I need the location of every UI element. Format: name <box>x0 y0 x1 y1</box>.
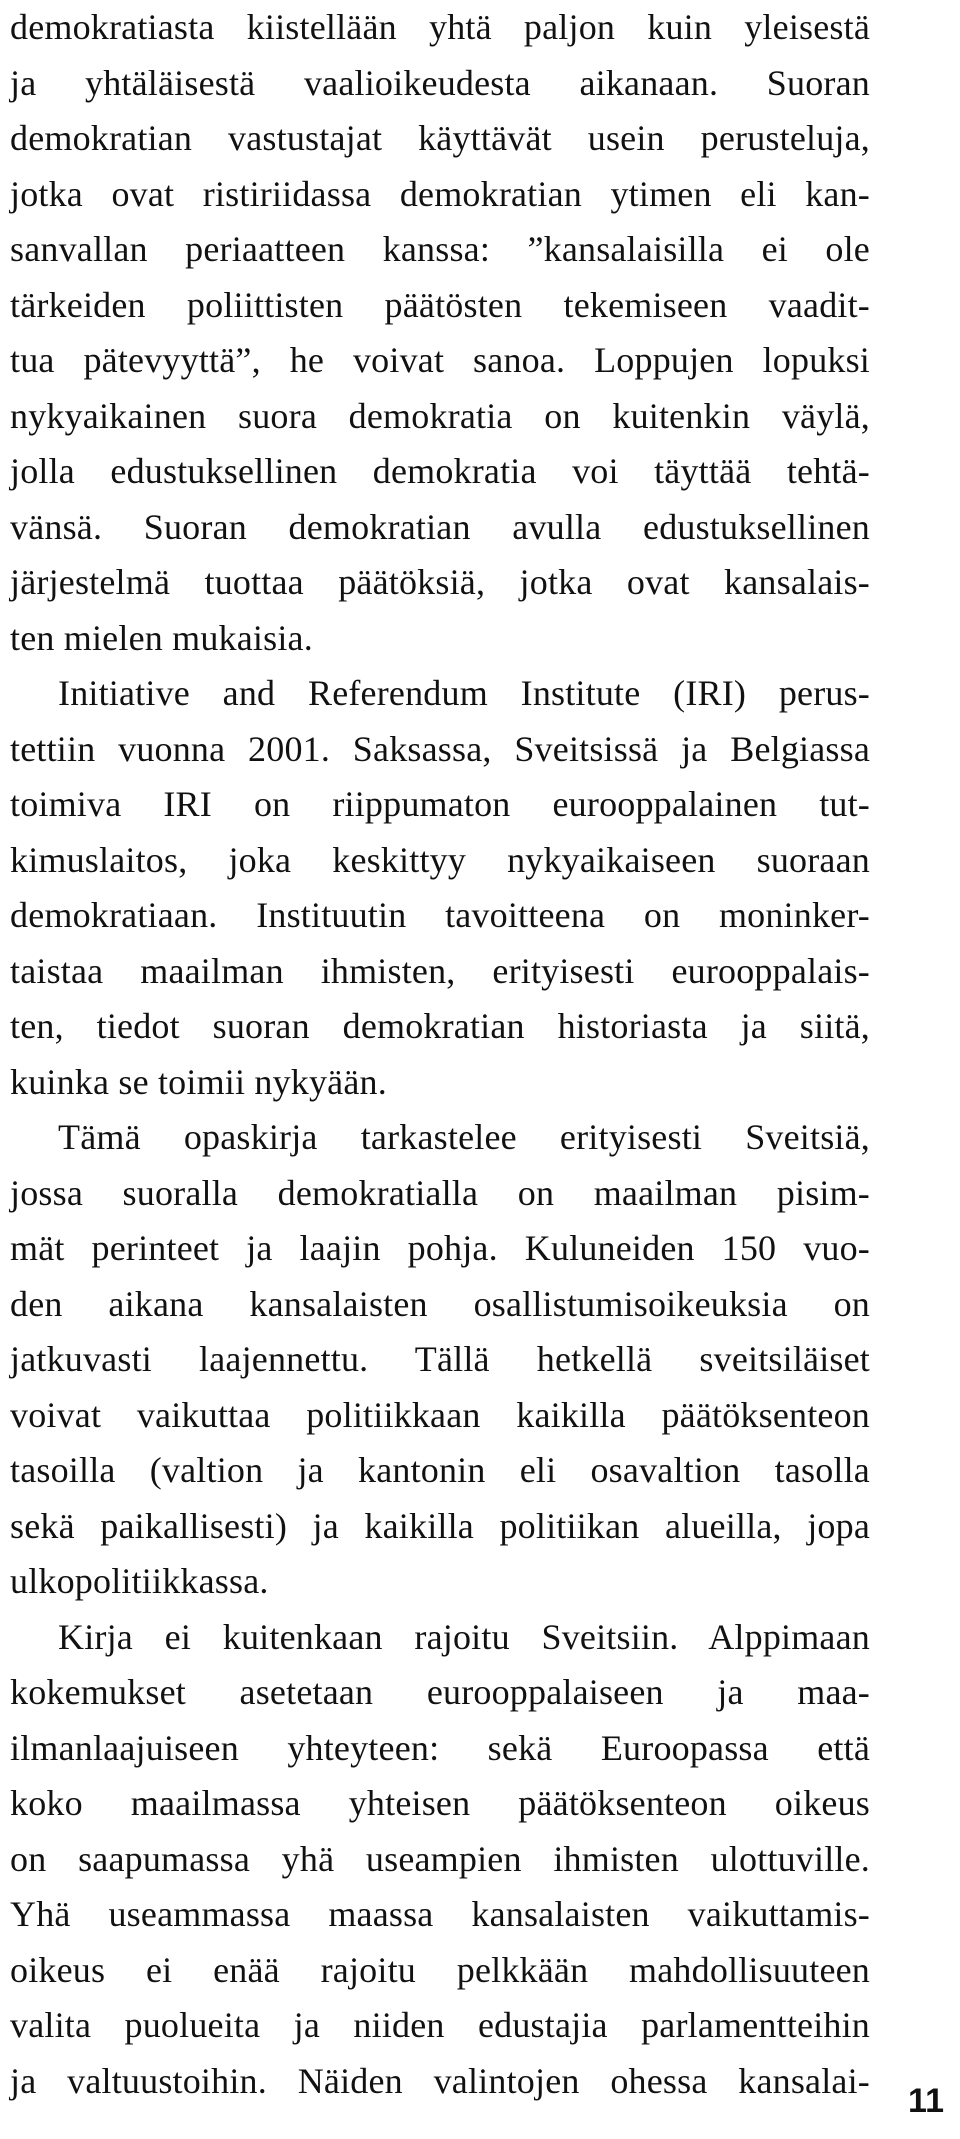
text-line: jotka ovat ristiriidassa demokratian ytimen eli kan- <box>10 173 870 214</box>
text-line: valita puolueita ja niiden edustajia parlamentteihin <box>10 2005 870 2045</box>
text-line: ten mielen mukaisia. <box>10 617 313 658</box>
text-line: kuinka se toimii nykyään. <box>10 1061 387 1102</box>
text-line: ilmanlaajuiseen yhteyteen: sekä Euroopassa että <box>10 1727 870 1768</box>
text-line: voivat vaikuttaa politiikkaan kaikilla päätöksenteon <box>10 1394 870 1435</box>
text-line: oikeus ei enää rajoitu pelkkään mahdollisuuteen <box>10 1949 870 1990</box>
text-line: jolla edustuksellinen demokratia voi täyttää tehtä- <box>10 451 870 491</box>
page-number: 11 <box>908 2082 944 2120</box>
text-line: vänsä. Suoran demokratian avulla edustuksellinen <box>10 506 870 547</box>
text-line: ulkopolitiikkassa. <box>10 1561 269 1601</box>
text-line: Tämä opaskirja tarkastelee erityisesti Sveitsiä, <box>58 1117 870 1157</box>
text-line: toimiva IRI on riippumaton eurooppalainen tut- <box>10 784 870 824</box>
text-line: järjestelmä tuottaa päätöksiä, jotka ovat kansalais- <box>10 562 870 602</box>
text-line: jatkuvasti laajennettu. Tällä hetkellä sveitsiläiset <box>10 1339 870 1379</box>
text-line: sekä paikallisesti) ja kaikilla politiikan alueilla, jopa <box>10 1505 870 1546</box>
text-line: mät perinteet ja laajin pohja. Kuluneiden 150 vuo- <box>10 1228 870 1268</box>
body-text <box>10 0 870 2109</box>
text-line: ja yhtäläisestä vaalioikeudesta aikanaan. Suoran <box>10 62 870 103</box>
text-line: koko maailmassa yhteisen päätöksenteon oikeus <box>10 1783 870 1823</box>
text-line: demokratiaan. Instituutin tavoitteena on moninker- <box>10 895 870 935</box>
text-line: ja valtuustoihin. Näiden valintojen ohessa kansalai- <box>10 2060 870 2101</box>
text-line: demokratian vastustajat käyttävät usein perusteluja, <box>10 118 870 158</box>
text-line: Yhä useammassa maassa kansalaisten vaikuttamis- <box>10 1894 870 1934</box>
text-line: taistaa maailman ihmisten, erityisesti eurooppalais- <box>10 950 870 991</box>
text-line: kimuslaitos, joka keskittyy nykyaikaiseen suoraan <box>10 839 870 880</box>
text-line: kokemukset asetetaan eurooppalaiseen ja maa- <box>10 1672 870 1712</box>
paragraph <box>10 1110 870 1610</box>
text-line: sanvallan periaatteen kanssa: ”kansalaisilla ei ole <box>10 229 870 269</box>
text-line: ten, tiedot suoran demokratian historiasta ja siitä, <box>10 1006 870 1046</box>
text-line: on saapumassa yhä useampien ihmisten ulottuville. <box>10 1838 870 1879</box>
text-line: tasoilla (valtion ja kantonin eli osavaltion tasolla <box>10 1450 870 1490</box>
text-line: den aikana kansalaisten osallistumisoikeuksia on <box>10 1283 870 1324</box>
text-line: Kirja ei kuitenkaan rajoitu Sveitsiin. Alppimaan <box>58 1616 870 1657</box>
text-line: Initiative and Referendum Institute (IRI) perus- <box>58 673 870 713</box>
text-line: demokratiasta kiistellään yhtä paljon kuin yleisestä <box>10 7 870 47</box>
text-line: tärkeiden poliittisten päätösten tekemiseen vaadit- <box>10 284 870 325</box>
paragraph <box>10 0 870 666</box>
text-line: jossa suoralla demokratialla on maailman pisim- <box>10 1172 870 1213</box>
text-line: tua pätevyyttä”, he voivat sanoa. Loppujen lopuksi <box>10 340 870 380</box>
paragraph <box>10 1610 870 2110</box>
text-line: nykyaikainen suora demokratia on kuitenkin väylä, <box>10 395 870 436</box>
text-line: tettiin vuonna 2001. Saksassa, Sveitsissä ja Belgiassa <box>10 728 870 769</box>
paragraph <box>10 666 870 1110</box>
